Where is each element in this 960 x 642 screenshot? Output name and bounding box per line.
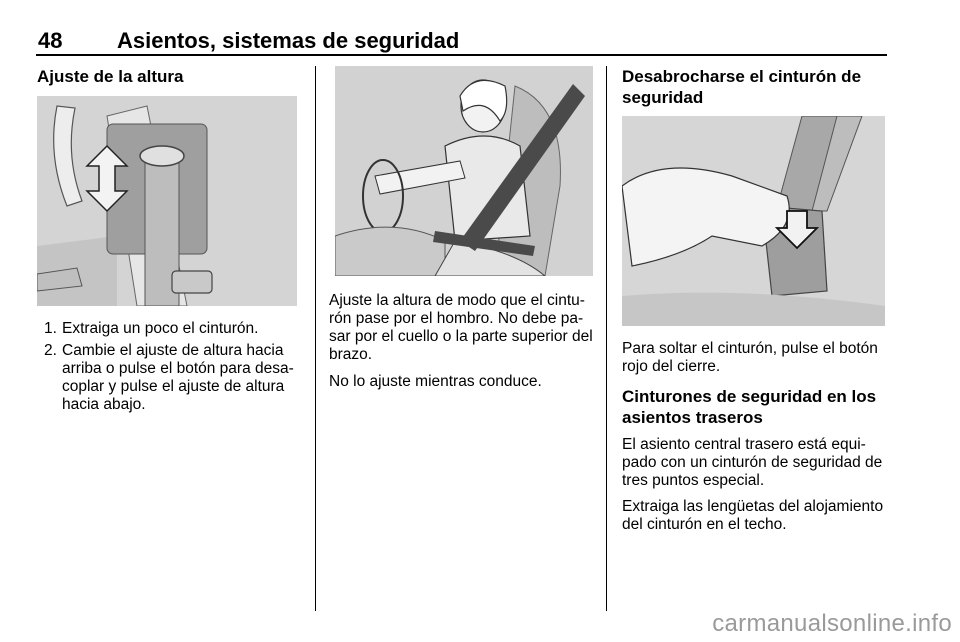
step-2 xyxy=(37,342,299,414)
paragraph-extract-tongues: Extraiga las lengüetas del alojamiento del cinturón en el techo. xyxy=(622,498,884,533)
section-title: Asientos, sistemas de seguridad xyxy=(117,28,460,53)
column-divider-1 xyxy=(315,66,316,611)
paragraph-release-button: Para soltar el cinturón, pulse el botón rojo del cierre. xyxy=(622,340,878,375)
page-number: 48 xyxy=(38,28,63,53)
step-2-text: Cambie el ajuste de altura hacia arriba o pulse el botón para desacoplar y pulse el ajuste de altura hacia abajo. xyxy=(62,342,294,413)
column-1 xyxy=(37,66,299,87)
column-2-text xyxy=(329,292,595,391)
steps-list-container xyxy=(37,320,299,418)
figure-unbuckle xyxy=(622,116,885,326)
heading-height-adjustment: Ajuste de la altura xyxy=(37,67,184,86)
height-adjuster-illustration xyxy=(37,96,297,306)
step-1 xyxy=(37,320,299,338)
step-1-text: Extraiga un poco el cinturón. xyxy=(62,320,259,337)
steps-list xyxy=(37,320,299,414)
step-1-number: 1. xyxy=(44,320,57,337)
column-3-heading-1 xyxy=(622,66,888,108)
figure-seated-driver xyxy=(335,66,593,276)
column-3-text xyxy=(622,340,888,534)
step-2-number: 2. xyxy=(44,342,57,359)
header-rule xyxy=(36,54,887,56)
paragraph-do-not-adjust: No lo ajuste mientras conduce. xyxy=(329,373,542,390)
paragraph-rear-center-seat: El asiento central trasero está equipado con un cinturón de seguridad de tres puntos especial. xyxy=(622,436,883,489)
heading-rear-seat-belts: Cinturones de seguridad en los asientos traseros xyxy=(622,387,877,427)
seated-driver-illustration xyxy=(335,66,593,276)
heading-unbuckle: Desabrocharse el cinturón de seguridad xyxy=(622,67,862,107)
figure-height-adjuster xyxy=(37,96,297,306)
unbuckle-illustration xyxy=(622,116,885,326)
watermark-text: carmanualsonline.info xyxy=(712,610,952,637)
paragraph-belt-position: Ajuste la altura de modo que el cinturón pase por el hombro. No debe pasar por el cuello o la parte superior del brazo. xyxy=(329,292,593,363)
column-divider-2 xyxy=(606,66,607,611)
